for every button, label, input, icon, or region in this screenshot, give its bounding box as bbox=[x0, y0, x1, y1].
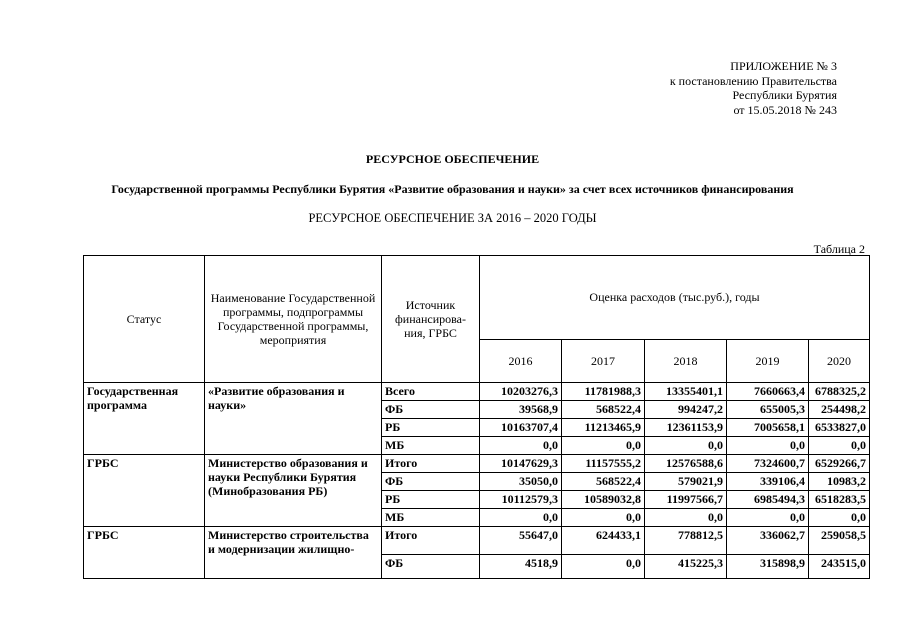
source-cell: Итого bbox=[382, 455, 480, 473]
name-cell: Министерство строительства и модернизации жилищно- bbox=[205, 527, 382, 579]
source-cell: РБ bbox=[382, 491, 480, 509]
value-cell: 7005658,1 bbox=[727, 419, 809, 437]
header-year: 2020 bbox=[809, 340, 870, 383]
value-cell: 0,0 bbox=[727, 437, 809, 455]
value-cell: 0,0 bbox=[562, 509, 645, 527]
appendix-line: к постановлению Правительства bbox=[669, 73, 837, 88]
header-estimate: Оценка расходов (тыс.руб.), годы bbox=[480, 256, 870, 340]
value-cell: 7324600,7 bbox=[727, 455, 809, 473]
header-year: 2017 bbox=[562, 340, 645, 383]
value-cell: 336062,7 bbox=[727, 527, 809, 555]
value-cell: 0,0 bbox=[645, 509, 727, 527]
value-cell: 624433,1 bbox=[562, 527, 645, 555]
value-cell: 415225,3 bbox=[645, 555, 727, 579]
source-cell: ФБ bbox=[382, 473, 480, 491]
value-cell: 254498,2 bbox=[809, 401, 870, 419]
source-cell: ФБ bbox=[382, 555, 480, 579]
value-cell: 10589032,8 bbox=[562, 491, 645, 509]
table-row bbox=[84, 383, 870, 401]
value-cell: 0,0 bbox=[562, 437, 645, 455]
appendix-line: ПРИЛОЖЕНИЕ № 3 bbox=[730, 59, 837, 73]
header-status: Статус bbox=[84, 256, 205, 383]
name-cell: «Развитие образования и науки» bbox=[205, 383, 382, 455]
name-cell: Министерство образования и науки Республики Бурятия (Минобразования РБ) bbox=[205, 455, 382, 527]
value-cell: 0,0 bbox=[480, 509, 562, 527]
header-name: Наименование Государственной программы, подпрограммы Государственной программы, мероприятия bbox=[205, 256, 382, 383]
document-subtitle: Государственной программы Республики Бурятия «Развитие образования и науки» за счет всех источников финансирования bbox=[111, 182, 794, 196]
period-title: РЕСУРСНОЕ ОБЕСПЕЧЕНИЕ ЗА 2016 – 2020 ГОДЫ bbox=[308, 211, 597, 225]
value-cell: 6788325,2 bbox=[809, 383, 870, 401]
appendix-line: Республики Бурятия bbox=[732, 88, 837, 102]
value-cell: 0,0 bbox=[727, 509, 809, 527]
appendix-block bbox=[670, 59, 837, 117]
source-cell: РБ bbox=[382, 419, 480, 437]
source-cell: Всего bbox=[382, 383, 480, 401]
value-cell: 994247,2 bbox=[645, 401, 727, 419]
value-cell: 12576588,6 bbox=[645, 455, 727, 473]
value-cell: 6518283,5 bbox=[809, 491, 870, 509]
table-label: Таблица 2 bbox=[813, 242, 865, 256]
value-cell: 10147629,3 bbox=[480, 455, 562, 473]
value-cell: 0,0 bbox=[480, 437, 562, 455]
value-cell: 13355401,1 bbox=[645, 383, 727, 401]
value-cell: 315898,9 bbox=[727, 555, 809, 579]
header-year: 2019 bbox=[727, 340, 809, 383]
value-cell: 259058,5 bbox=[809, 527, 870, 555]
resource-table bbox=[83, 255, 870, 579]
value-cell: 11997566,7 bbox=[645, 491, 727, 509]
value-cell: 655005,3 bbox=[727, 401, 809, 419]
header-year: 2016 bbox=[480, 340, 562, 383]
value-cell: 12361153,9 bbox=[645, 419, 727, 437]
value-cell: 6529266,7 bbox=[809, 455, 870, 473]
source-cell: Итого bbox=[382, 527, 480, 555]
value-cell: 7660663,4 bbox=[727, 383, 809, 401]
source-cell: МБ bbox=[382, 509, 480, 527]
status-cell: ГРБС bbox=[84, 455, 205, 527]
value-cell: 11781988,3 bbox=[562, 383, 645, 401]
value-cell: 11157555,2 bbox=[562, 455, 645, 473]
value-cell: 35050,0 bbox=[480, 473, 562, 491]
value-cell: 0,0 bbox=[562, 555, 645, 579]
value-cell: 568522,4 bbox=[562, 401, 645, 419]
value-cell: 11213465,9 bbox=[562, 419, 645, 437]
value-cell: 10163707,4 bbox=[480, 419, 562, 437]
status-cell: ГРБС bbox=[84, 527, 205, 579]
value-cell: 579021,9 bbox=[645, 473, 727, 491]
value-cell: 568522,4 bbox=[562, 473, 645, 491]
header-year: 2018 bbox=[645, 340, 727, 383]
appendix-line: от 15.05.2018 № 243 bbox=[733, 102, 837, 117]
value-cell: 39568,9 bbox=[480, 401, 562, 419]
value-cell: 778812,5 bbox=[645, 527, 727, 555]
value-cell: 4518,9 bbox=[480, 555, 562, 579]
value-cell: 0,0 bbox=[645, 437, 727, 455]
value-cell: 10203276,3 bbox=[480, 383, 562, 401]
header-source: Источник финансирова-ния, ГРБС bbox=[382, 256, 480, 383]
value-cell: 0,0 bbox=[809, 437, 870, 455]
document-title: РЕСУРСНОЕ ОБЕСПЕЧЕНИЕ bbox=[365, 152, 540, 166]
value-cell: 6533827,0 bbox=[809, 419, 870, 437]
value-cell: 0,0 bbox=[809, 509, 870, 527]
value-cell: 6985494,3 bbox=[727, 491, 809, 509]
value-cell: 10983,2 bbox=[809, 473, 870, 491]
status-cell: Государственная программа bbox=[84, 383, 205, 455]
source-cell: ФБ bbox=[382, 401, 480, 419]
table-row bbox=[84, 527, 870, 555]
value-cell: 243515,0 bbox=[809, 555, 870, 579]
value-cell: 55647,0 bbox=[480, 527, 562, 555]
value-cell: 339106,4 bbox=[727, 473, 809, 491]
value-cell: 10112579,3 bbox=[480, 491, 562, 509]
table-row bbox=[84, 455, 870, 473]
source-cell: МБ bbox=[382, 437, 480, 455]
